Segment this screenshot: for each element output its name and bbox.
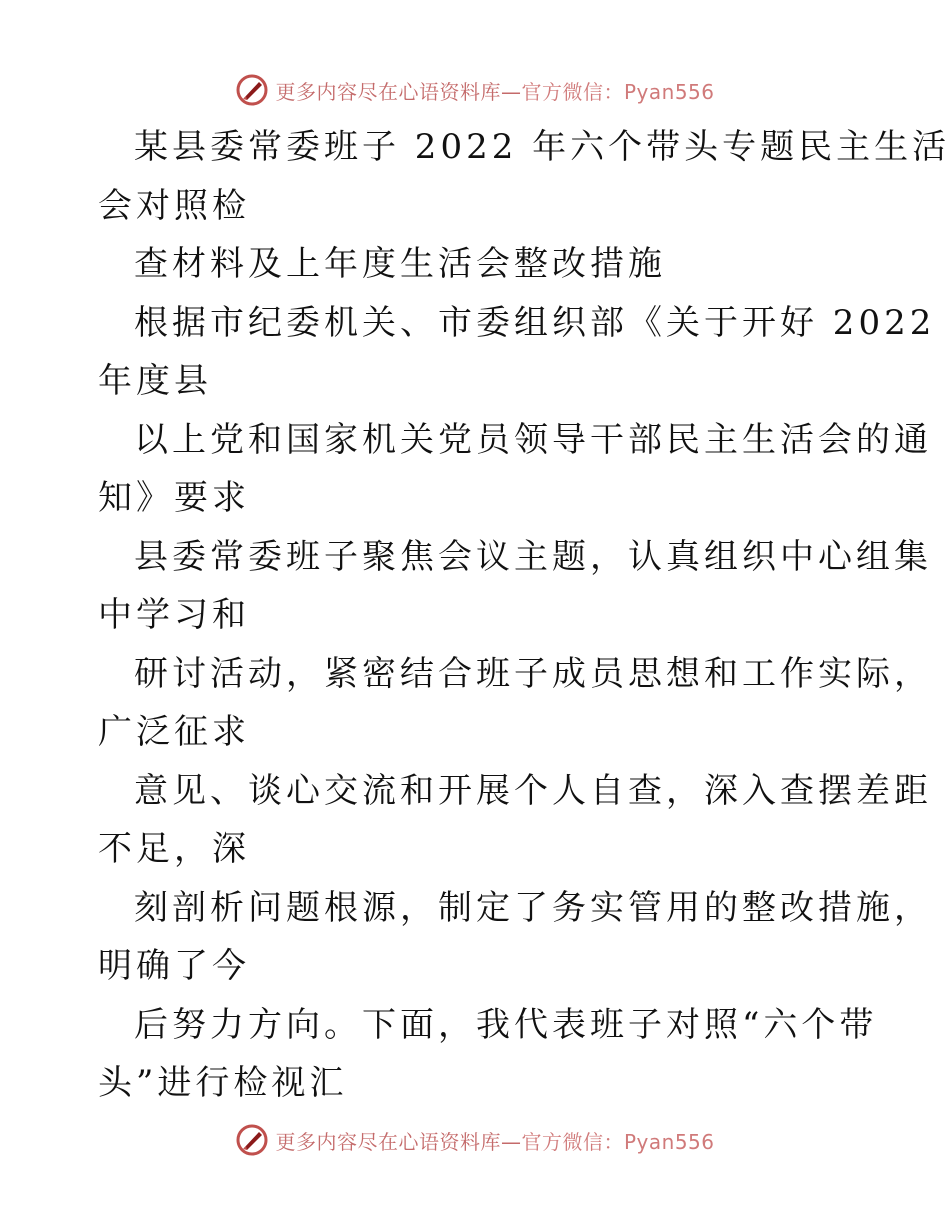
text-line: 后努力方向。下面，我代表班子对照“六个带 bbox=[134, 1004, 878, 1045]
banner-wechat-label: 官方微信： bbox=[521, 79, 624, 104]
text-line: 某县委常委班子 2022 年六个带头专题民主生活 bbox=[134, 127, 950, 167]
banner-dash: — bbox=[500, 1129, 522, 1154]
header-banner bbox=[0, 70, 950, 110]
banner-dash: — bbox=[500, 79, 522, 104]
text-line: 刻剖析问题根源，制定了务实管用的整改措施， bbox=[134, 887, 932, 928]
text-line: 查材料及上年度生活会整改措施 bbox=[134, 244, 666, 284]
header-banner-text bbox=[275, 76, 714, 105]
document-body bbox=[98, 118, 950, 1113]
banner-wechat-id: Pyan556 bbox=[623, 1129, 715, 1154]
text-line: 不足，深 bbox=[98, 829, 250, 869]
text-line: 年度县 bbox=[98, 361, 212, 401]
text-line: 县委常委班子聚焦会议主题，认真组织中心组集 bbox=[134, 536, 932, 577]
text-line: 中学习和 bbox=[98, 595, 250, 635]
text-line: 以上党和国家机关党员领导干部民主生活会的通 bbox=[134, 419, 932, 460]
footer-banner bbox=[0, 1120, 950, 1160]
quill-pen-logo-icon bbox=[235, 1123, 269, 1157]
quill-pen-logo-icon bbox=[235, 73, 269, 107]
text-line: 广泛征求 bbox=[98, 712, 250, 752]
banner-wechat-id: Pyan556 bbox=[623, 79, 715, 104]
text-line: 会对照检 bbox=[98, 185, 250, 226]
banner-wechat-label: 官方微信： bbox=[521, 1129, 624, 1154]
text-line: 明确了今 bbox=[98, 946, 250, 986]
text-line: 根据市纪委机关、市委组织部《关于开好 2022 bbox=[134, 302, 936, 343]
text-line: 头”进行检视汇 bbox=[98, 1063, 348, 1103]
banner-slogan: 更多内容尽在心语资料库 bbox=[275, 79, 501, 104]
text-line: 知》要求 bbox=[98, 478, 250, 518]
footer-banner-text bbox=[275, 1126, 714, 1155]
banner-slogan: 更多内容尽在心语资料库 bbox=[275, 1129, 501, 1154]
text-line: 意见、谈心交流和开展个人自查，深入查摆差距 bbox=[134, 770, 932, 811]
text-line: 研讨活动，紧密结合班子成员思想和工作实际， bbox=[134, 653, 932, 694]
